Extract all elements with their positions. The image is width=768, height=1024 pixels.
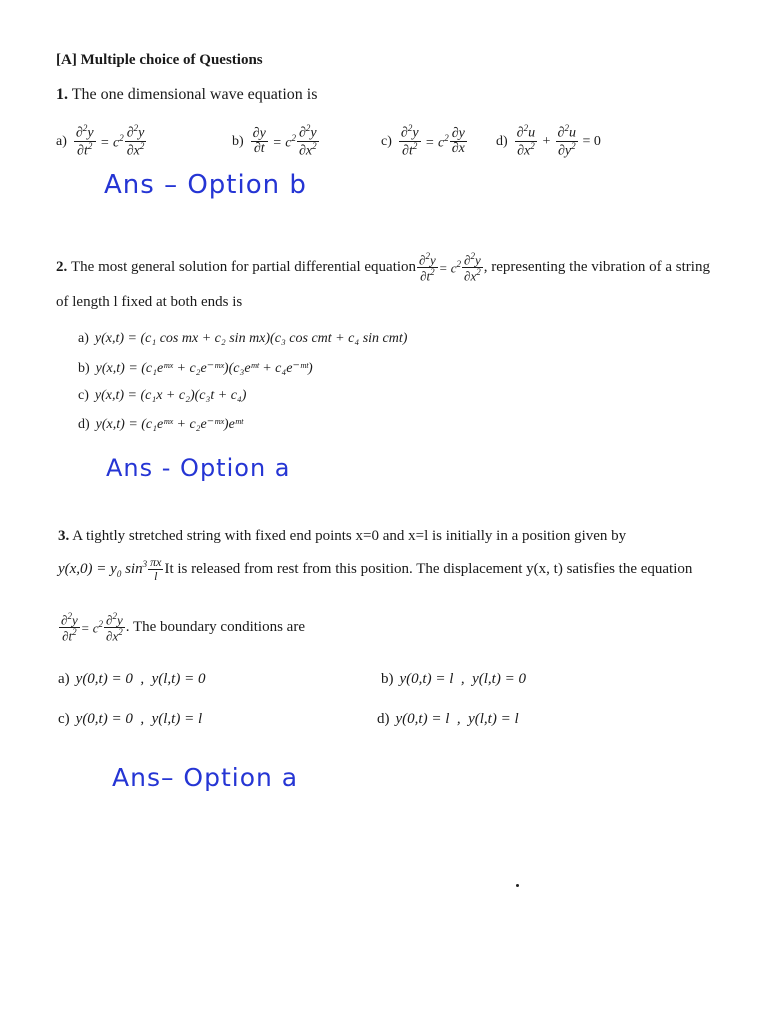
question-3-prompt-line3: . The boundary conditions are (125, 618, 305, 635)
q1-option-c: c) $\frac{\partial^2y}{\partial t^2}$ = $c^2$ $\frac{\partial y}{\partial x}$ (381, 123, 465, 159)
question-2-prompt-line2: of length l fixed at both ends is (56, 294, 243, 310)
q2-handwritten-answer: Ans - Option a (106, 454, 291, 482)
question-2-prompt: The most general solution for partial differential equation (71, 258, 417, 275)
question-3-prompt: A tightly stretched string with fixed end points x=0 and x=l is initially in a position given by (72, 528, 627, 544)
question-3-number: 3. (58, 528, 70, 544)
question-1-text (56, 86, 317, 104)
q3-option-a: a) y(0,t) = 0 , y(l,t) = 0 (58, 671, 206, 687)
question-2-number: 2. (56, 258, 68, 275)
question-1-prompt: The one dimensional wave equation is (71, 86, 318, 103)
question-1-number: 1. (56, 86, 68, 103)
question-3-line3: $\frac{\partial^2y}{\partial t^2}$ = $c^2$ $\frac{\partial^2y}{\partial x^2}$ . The boundary conditions are (61, 611, 305, 644)
initial-position-formula: $y(x,0) = y_0$ $\sin^3$ (58, 559, 148, 580)
q1-option-b: b) $\frac{\partial y}{\partial t}$ = $c^2$ $\frac{\partial^2y}{\partial x^2}$ (232, 123, 317, 159)
q3-option-d: d) y(0,t) = l , y(l,t) = l (377, 711, 519, 727)
q2-option-d: d) y(x,t) = (c₁eᵐˣ + c₂e⁻ᵐˣ)eᵐᵗ (78, 416, 243, 432)
question-3-line2: $y(x,0) = y_0$ $\sin^3$ $\frac{\pi x}{l}$ It is released from rest from this position. The displacement y(x, t) satisfies the equation (58, 555, 693, 583)
q1-option-d: d) $\frac{\partial^2u}{\partial x^2}$ + $\frac{\partial^2u}{\partial y^2}$ = 0 (496, 123, 601, 159)
question-3-prompt-line2: It is released from rest from this position. The displacement y(x, t) satisfies the equation (164, 560, 693, 577)
question-3-text (58, 528, 626, 545)
stray-dot (516, 884, 519, 887)
q3-option-c: c) y(0,t) = 0 , y(l,t) = l (58, 711, 203, 727)
q1-option-a: a) $\frac{\partial^2y}{\partial t^2}$ = $c^2$ $\frac{\partial^2y}{\partial x^2}$ (56, 123, 145, 159)
question-2-text: 2. The most general solution for partial differential equation $\frac{\partial^2y}{\partial t^2}$ = $c^2$ $\frac{\partial^2y}{\partial x^2}$ , representing the vibration of a string (56, 251, 710, 284)
q3-handwritten-answer: Ans– Option a (112, 763, 299, 792)
question-2-prompt-tail: , representing the vibration of a string (483, 258, 710, 275)
section-title: [A] Multiple choice of Questions (56, 52, 263, 68)
q1-handwritten-answer: Ans – Option b (104, 170, 307, 200)
q2-option-c: c) y(x,t) = (c₁x + c₂)(c₃t + c₄) (78, 388, 247, 403)
q2-option-a: a) y(x,t) = (c₁ cos mx + c₂ sin mx)(c₃ cos cmt + c₄ sin cmt) (78, 331, 408, 346)
q2-option-b: b) y(x,t) = (c₁eᵐˣ + c₂e⁻ᵐˣ)(c₃eᵐᵗ + c₄e⁻ᵐᵗ) (78, 360, 313, 376)
q3-option-b: b) y(0,t) = l , y(l,t) = 0 (381, 671, 526, 687)
